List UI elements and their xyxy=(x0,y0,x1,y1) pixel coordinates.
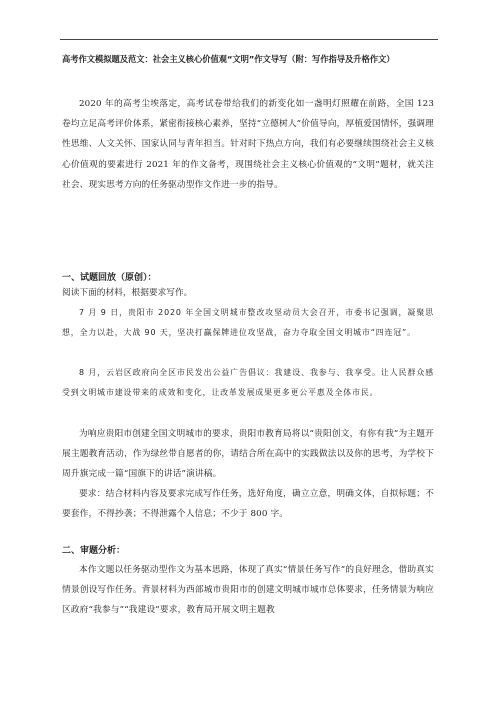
material-paragraph-1: 7 月 9 日，贵阳市 2020 年全国文明城市整改攻坚动员大会召开，市委书记强调，凝聚思想，全力以赴，大战 90 天，坚决打赢保牌进位攻坚战，奋力夺取全国文明城市“四连冠”。 xyxy=(62,308,434,338)
section-2-heading: 二、审题分析： xyxy=(62,546,126,556)
material-paragraph-2: 8 月，云岩区政府向全区市民发出公益广告倡议：我建设、我参与、我享受。让人民群众感受到文明城市建设带来的成效和变化，让改革发展成果更多更公平惠及全体市民。 xyxy=(62,368,434,398)
section-1-heading: 一、试题回放（原创）： xyxy=(62,273,157,283)
instruction-text: 阅读下面的材料，根据要求写作。 xyxy=(62,288,193,298)
document-title: 高考作文模拟题及范文：社会主义核心价值观“文明”作文导写（附：写作指导及升格作文） xyxy=(62,54,395,64)
requirement-paragraph: 要求：结合材料内容及要求完成写作任务，选好角度，确立立意，明确文体，自拟标题；不要套作，不得抄袭；不得泄露个人信息；不少于 800 字。 xyxy=(62,489,434,520)
header-rule xyxy=(60,39,438,40)
task-paragraph: 为响应贵阳市创建全国文明城市的要求，贵阳市教育局将以“贵阳创文，有你有我”为主题开展主题教育活动，作为绿丝带自愿者的你，请结合所在高中的实践做法以及你的思考，为学校下周升旗完成一篇“国旗下的讲话”演讲稿。 xyxy=(62,429,434,480)
analysis-paragraph: 本作文题以任务驱动型作文为基本思路，体现了真实“情景任务写作”的良好理念，借助真实情景创设写作任务。背景材料为西部城市贵阳市的创建文明城市城市总体要求，任务情景为响应区政府“我参与”“我建设”要求，教育局开展文明主题教 xyxy=(62,565,434,616)
intro-paragraph: 2020 年的高考尘埃落定，高考试卷带给我们的新变化如一盏明灯照耀在前路，全国 123 卷均立足高考评价体系，紧密衔接核心素养，坚持“立德树人”价值导向，厚植爱国情怀，强调理性思维、人文关怀、国家认同与青年担当。针对时下热点方向，我们有必要继续围绕社会主义核心价值观的要素进行 2021 年的作文备考，现围绕社会主义核心价值观的“文明”题材，就关注社会、现实思考方向的任务驱动型作文作进一步的指导。 xyxy=(62,99,434,190)
